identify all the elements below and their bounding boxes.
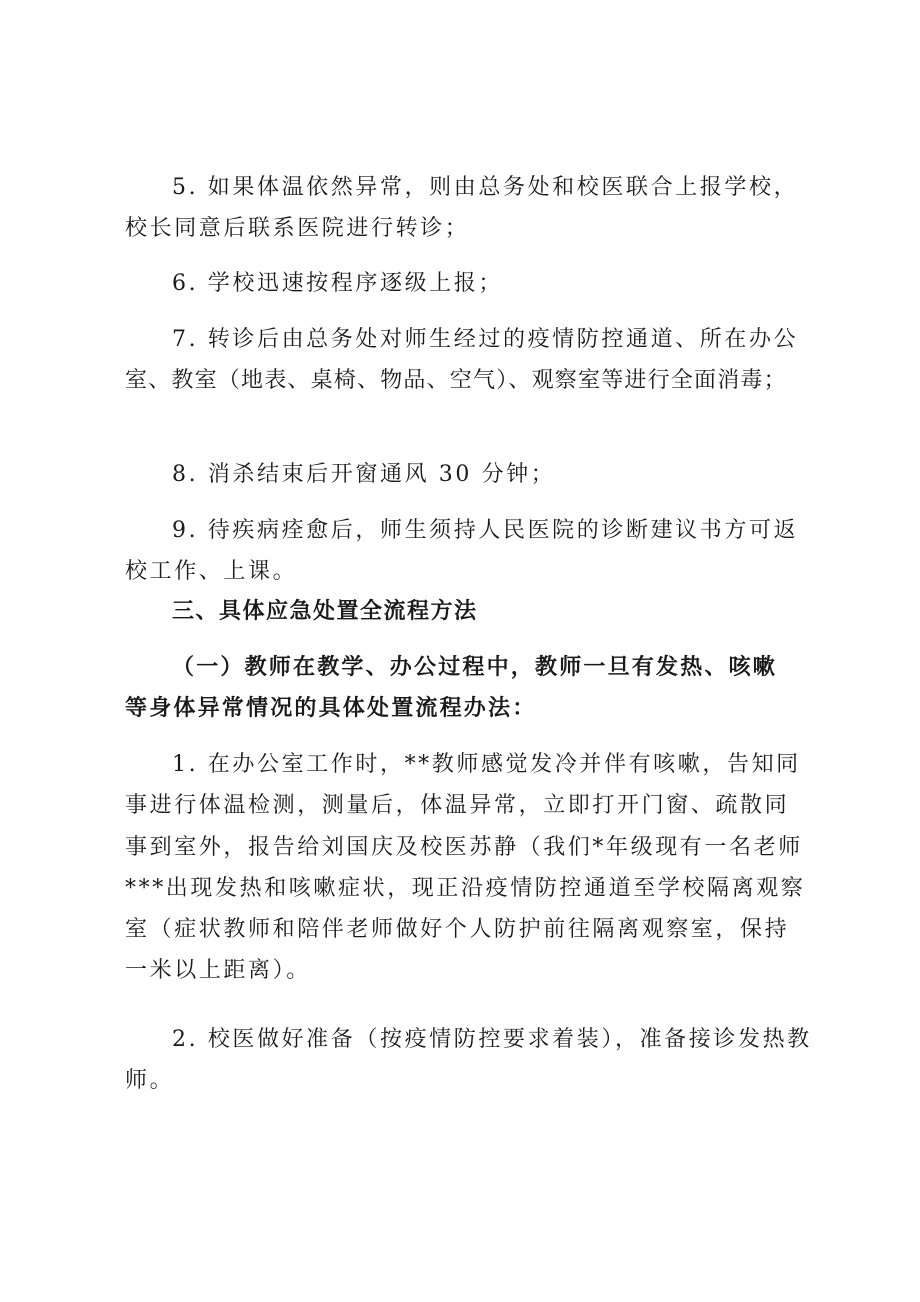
paragraph-6-line-1: 6. 学校迅速按程序逐级上报； <box>172 271 503 296</box>
paragraph-5-line-1: 5. 如果体温依然异常，则由总务处和校医联合上报学校， <box>172 175 799 200</box>
paragraph-8-line-1: 8. 消杀结束后开窗通风 30 分钟； <box>172 462 556 487</box>
item-1-line-4: ***出现发热和咳嗽症状，现正沿疫情防控通道至学校隔离观察 <box>125 876 806 901</box>
paragraph-9-line-2: 校工作、上课。 <box>125 559 298 584</box>
item-1-line-5: 室（症状教师和陪伴老师做好个人防护前往隔离观察室，保持 <box>125 917 790 942</box>
item-1-line-3: 事到室外，报告给刘国庆及校医苏静（我们*年级现有一名老师 <box>125 835 803 860</box>
item-2-line-2: 师。 <box>125 1068 175 1093</box>
section-3-heading: 三、具体应急处置全流程方法 <box>172 599 478 624</box>
item-2-line-1: 2. 校医做好准备（按疫情防控要求着装），准备接诊发热教 <box>172 1027 812 1052</box>
item-1-line-1: 1. 在办公室工作时，**教师感觉发冷并伴有咳嗽，告知同 <box>172 752 801 777</box>
subsection-1-line-2: 等身体异常情况的具体处置流程办法： <box>125 696 537 721</box>
item-1-line-2: 事进行体温检测，测量后，体温异常，立即打开门窗、疏散同 <box>125 793 790 818</box>
paragraph-7-line-2: 室、教室（地表、桌椅、物品、空气）、观察室等进行全面消毒； <box>125 368 787 393</box>
paragraph-7-line-1: 7. 转诊后由总务处对师生经过的疫情防控通道、所在办公 <box>172 327 799 352</box>
item-1-line-6: 一米以上距离）。 <box>125 958 311 983</box>
subsection-1-line-1: （一）教师在教学、办公过程中，教师一旦有发热、咳嗽 <box>172 655 778 680</box>
paragraph-9-line-1: 9. 待疾病痊愈后，师生须持人民医院的诊断建议书方可返 <box>172 518 799 543</box>
paragraph-5-line-2: 校长同意后联系医院进行转诊； <box>125 216 470 241</box>
